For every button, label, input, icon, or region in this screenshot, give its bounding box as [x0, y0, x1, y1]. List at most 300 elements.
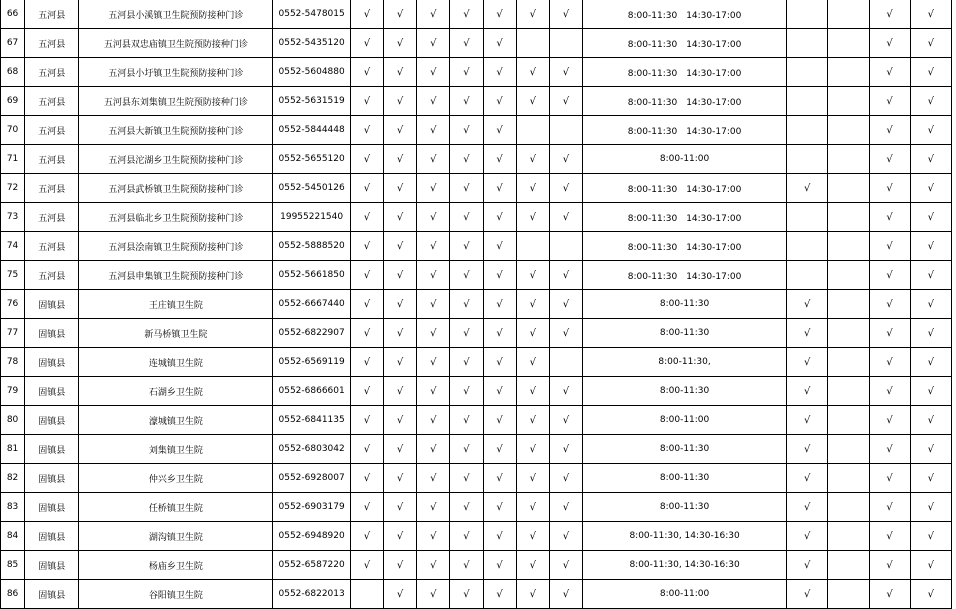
clinic-name-cell: 五河县大新镇卫生院预防接种门诊 — [79, 116, 273, 145]
table-row — [1, 29, 952, 58]
county-cell: 固镇县 — [25, 435, 79, 464]
service-check-cell: √ — [350, 464, 383, 493]
county-cell: 五河县 — [25, 145, 79, 174]
service-hours-cell: 8:00-11:30, 14:30-16:30 — [583, 551, 787, 580]
service-check-cell: √ — [450, 522, 483, 551]
extra-check-cell: √ — [910, 493, 951, 522]
service-check-cell: √ — [549, 0, 582, 29]
service-check-cell: √ — [549, 435, 582, 464]
phone-cell: 0552-5478015 — [273, 0, 350, 29]
service-check-cell: √ — [516, 435, 549, 464]
service-check-cell: √ — [549, 522, 582, 551]
extra-check-cell — [828, 464, 869, 493]
row-number: 72 — [1, 174, 25, 203]
county-cell: 固镇县 — [25, 377, 79, 406]
service-check-cell: √ — [384, 261, 417, 290]
row-number: 70 — [1, 116, 25, 145]
service-check-cell: √ — [384, 551, 417, 580]
service-check-cell: √ — [417, 319, 450, 348]
row-number: 76 — [1, 290, 25, 319]
service-check-cell: √ — [450, 580, 483, 609]
table-row — [1, 87, 952, 116]
service-check-cell: √ — [350, 145, 383, 174]
extra-check-cell: √ — [787, 348, 828, 377]
extra-check-cell — [828, 290, 869, 319]
county-cell: 固镇县 — [25, 580, 79, 609]
extra-check-cell — [828, 319, 869, 348]
service-check-cell: √ — [350, 0, 383, 29]
service-check-cell: √ — [450, 551, 483, 580]
extra-check-cell: √ — [869, 261, 910, 290]
clinic-name-cell: 五河县临北乡卫生院预防接种门诊 — [79, 203, 273, 232]
extra-check-cell: √ — [910, 174, 951, 203]
service-hours-cell: 8:00-11:30 14:30-17:00 — [583, 58, 787, 87]
service-check-cell: √ — [483, 58, 516, 87]
service-check-cell: √ — [450, 232, 483, 261]
phone-cell: 19955221540 — [273, 203, 350, 232]
service-check-cell: √ — [450, 174, 483, 203]
service-check-cell: √ — [450, 145, 483, 174]
table-row — [1, 145, 952, 174]
extra-check-cell: √ — [869, 464, 910, 493]
extra-check-cell: √ — [787, 319, 828, 348]
service-check-cell: √ — [549, 319, 582, 348]
service-check-cell: √ — [417, 261, 450, 290]
extra-check-cell — [828, 29, 869, 58]
extra-check-cell: √ — [869, 580, 910, 609]
row-number: 81 — [1, 435, 25, 464]
service-hours-cell: 8:00-11:30 14:30-17:00 — [583, 116, 787, 145]
service-check-cell: √ — [384, 377, 417, 406]
service-check-cell: √ — [450, 0, 483, 29]
service-hours-cell: 8:00-11:30, — [583, 348, 787, 377]
service-check-cell — [516, 232, 549, 261]
row-number: 85 — [1, 551, 25, 580]
service-check-cell: √ — [417, 522, 450, 551]
row-number: 71 — [1, 145, 25, 174]
service-check-cell: √ — [417, 58, 450, 87]
extra-check-cell — [828, 493, 869, 522]
extra-check-cell: √ — [869, 174, 910, 203]
service-check-cell: √ — [350, 58, 383, 87]
service-check-cell: √ — [549, 290, 582, 319]
row-number: 73 — [1, 203, 25, 232]
service-check-cell: √ — [384, 406, 417, 435]
county-cell: 五河县 — [25, 174, 79, 203]
extra-check-cell — [787, 0, 828, 29]
service-check-cell: √ — [350, 319, 383, 348]
service-check-cell: √ — [483, 261, 516, 290]
service-check-cell: √ — [483, 551, 516, 580]
service-check-cell: √ — [450, 261, 483, 290]
county-cell: 五河县 — [25, 58, 79, 87]
service-check-cell: √ — [417, 377, 450, 406]
extra-check-cell: √ — [910, 58, 951, 87]
service-check-cell: √ — [350, 435, 383, 464]
extra-check-cell: √ — [910, 522, 951, 551]
service-check-cell: √ — [483, 145, 516, 174]
service-hours-cell: 8:00-11:30 — [583, 435, 787, 464]
clinic-name-cell: 五河县申集镇卫生院预防接种门诊 — [79, 261, 273, 290]
extra-check-cell — [828, 406, 869, 435]
service-check-cell: √ — [417, 493, 450, 522]
service-check-cell: √ — [384, 87, 417, 116]
service-check-cell: √ — [384, 203, 417, 232]
row-number: 68 — [1, 58, 25, 87]
phone-cell: 0552-6667440 — [273, 290, 350, 319]
extra-check-cell: √ — [787, 522, 828, 551]
extra-check-cell: √ — [869, 145, 910, 174]
service-check-cell: √ — [350, 203, 383, 232]
service-check-cell: √ — [483, 406, 516, 435]
service-check-cell: √ — [384, 319, 417, 348]
service-check-cell: √ — [384, 290, 417, 319]
service-check-cell: √ — [450, 377, 483, 406]
service-check-cell: √ — [516, 87, 549, 116]
extra-check-cell: √ — [869, 435, 910, 464]
service-check-cell: √ — [417, 348, 450, 377]
service-check-cell: √ — [417, 203, 450, 232]
service-check-cell: √ — [417, 29, 450, 58]
clinic-name-cell: 仲兴乡卫生院 — [79, 464, 273, 493]
clinic-name-cell: 五河县小圩镇卫生院预防接种门诊 — [79, 58, 273, 87]
extra-check-cell: √ — [910, 580, 951, 609]
extra-check-cell: √ — [787, 174, 828, 203]
extra-check-cell — [787, 29, 828, 58]
service-check-cell: √ — [483, 29, 516, 58]
extra-check-cell — [787, 116, 828, 145]
service-check-cell: √ — [384, 348, 417, 377]
service-check-cell: √ — [417, 174, 450, 203]
service-check-cell: √ — [516, 290, 549, 319]
clinic-name-cell: 连城镇卫生院 — [79, 348, 273, 377]
service-hours-cell: 8:00-11:30 — [583, 464, 787, 493]
clinic-name-cell: 五河县双忠庙镇卫生院预防接种门诊 — [79, 29, 273, 58]
extra-check-cell — [828, 522, 869, 551]
service-hours-cell: 8:00-11:30 14:30-17:00 — [583, 174, 787, 203]
table-row — [1, 116, 952, 145]
table-row — [1, 377, 952, 406]
service-check-cell: √ — [417, 0, 450, 29]
service-check-cell: √ — [450, 58, 483, 87]
phone-cell: 0552-5655120 — [273, 145, 350, 174]
extra-check-cell: √ — [910, 29, 951, 58]
service-check-cell: √ — [483, 493, 516, 522]
row-number: 74 — [1, 232, 25, 261]
service-check-cell: √ — [384, 232, 417, 261]
extra-check-cell: √ — [787, 290, 828, 319]
service-check-cell: √ — [417, 87, 450, 116]
extra-check-cell: √ — [787, 493, 828, 522]
extra-check-cell: √ — [869, 232, 910, 261]
service-check-cell: √ — [483, 377, 516, 406]
service-check-cell: √ — [450, 435, 483, 464]
extra-check-cell: √ — [910, 348, 951, 377]
clinic-name-cell: 湖沟镇卫生院 — [79, 522, 273, 551]
extra-check-cell: √ — [869, 551, 910, 580]
phone-cell: 0552-5604880 — [273, 58, 350, 87]
extra-check-cell: √ — [869, 29, 910, 58]
service-check-cell: √ — [549, 203, 582, 232]
service-check-cell: √ — [516, 319, 549, 348]
extra-check-cell: √ — [910, 319, 951, 348]
phone-cell: 0552-6866601 — [273, 377, 350, 406]
clinic-name-cell: 五河县浍南镇卫生院预防接种门诊 — [79, 232, 273, 261]
phone-cell: 0552-6569119 — [273, 348, 350, 377]
service-check-cell: √ — [483, 232, 516, 261]
service-hours-cell: 8:00-11:30 — [583, 319, 787, 348]
phone-cell: 0552-5661850 — [273, 261, 350, 290]
phone-cell: 0552-5450126 — [273, 174, 350, 203]
extra-check-cell: √ — [910, 232, 951, 261]
extra-check-cell: √ — [869, 377, 910, 406]
service-hours-cell: 8:00-11:00 — [583, 406, 787, 435]
service-check-cell — [549, 348, 582, 377]
extra-check-cell — [828, 435, 869, 464]
service-check-cell: √ — [384, 522, 417, 551]
row-number: 86 — [1, 580, 25, 609]
service-check-cell: √ — [483, 580, 516, 609]
service-check-cell: √ — [516, 145, 549, 174]
service-check-cell: √ — [450, 319, 483, 348]
extra-check-cell: √ — [910, 464, 951, 493]
table-row — [1, 203, 952, 232]
county-cell: 固镇县 — [25, 551, 79, 580]
county-cell: 五河县 — [25, 261, 79, 290]
table-row — [1, 435, 952, 464]
extra-check-cell: √ — [787, 435, 828, 464]
extra-check-cell — [787, 58, 828, 87]
service-check-cell: √ — [384, 493, 417, 522]
service-check-cell — [549, 232, 582, 261]
county-cell: 固镇县 — [25, 493, 79, 522]
extra-check-cell: √ — [910, 145, 951, 174]
table-row — [1, 0, 952, 29]
county-cell: 五河县 — [25, 203, 79, 232]
clinic-name-cell: 五河县武桥镇卫生院预防接种门诊 — [79, 174, 273, 203]
row-number: 78 — [1, 348, 25, 377]
clinic-name-cell: 杨庙乡卫生院 — [79, 551, 273, 580]
service-hours-cell: 8:00-11:30 14:30-17:00 — [583, 0, 787, 29]
extra-check-cell — [828, 0, 869, 29]
service-check-cell: √ — [417, 551, 450, 580]
service-check-cell: √ — [450, 87, 483, 116]
extra-check-cell — [828, 174, 869, 203]
table-row — [1, 493, 952, 522]
phone-cell: 0552-6841135 — [273, 406, 350, 435]
extra-check-cell: √ — [869, 319, 910, 348]
table-row — [1, 174, 952, 203]
extra-check-cell — [828, 551, 869, 580]
table-row — [1, 58, 952, 87]
service-check-cell: √ — [384, 580, 417, 609]
service-check-cell: √ — [450, 203, 483, 232]
county-cell: 固镇县 — [25, 522, 79, 551]
service-hours-cell: 8:00-11:00 — [583, 580, 787, 609]
row-number: 79 — [1, 377, 25, 406]
service-check-cell: √ — [483, 319, 516, 348]
service-hours-cell: 8:00-11:30 — [583, 377, 787, 406]
county-cell: 固镇县 — [25, 406, 79, 435]
service-hours-cell: 8:00-11:30 14:30-17:00 — [583, 261, 787, 290]
clinic-name-cell: 五河县小溪镇卫生院预防接种门诊 — [79, 0, 273, 29]
service-hours-cell: 8:00-11:30 — [583, 493, 787, 522]
extra-check-cell: √ — [787, 551, 828, 580]
service-check-cell: √ — [350, 348, 383, 377]
service-check-cell: √ — [483, 435, 516, 464]
extra-check-cell: √ — [910, 435, 951, 464]
service-hours-cell: 8:00-11:30 14:30-17:00 — [583, 29, 787, 58]
service-check-cell: √ — [450, 290, 483, 319]
row-number: 82 — [1, 464, 25, 493]
service-check-cell: √ — [483, 203, 516, 232]
service-check-cell: √ — [417, 232, 450, 261]
table-row — [1, 319, 952, 348]
extra-check-cell: √ — [910, 0, 951, 29]
service-check-cell: √ — [384, 435, 417, 464]
clinic-name-cell: 石湖乡卫生院 — [79, 377, 273, 406]
clinic-name-cell: 任桥镇卫生院 — [79, 493, 273, 522]
extra-check-cell: √ — [869, 203, 910, 232]
extra-check-cell: √ — [787, 377, 828, 406]
extra-check-cell — [828, 203, 869, 232]
service-check-cell: √ — [516, 522, 549, 551]
county-cell: 五河县 — [25, 0, 79, 29]
service-check-cell: √ — [483, 0, 516, 29]
extra-check-cell — [828, 58, 869, 87]
extra-check-cell: √ — [869, 87, 910, 116]
service-check-cell: √ — [417, 464, 450, 493]
extra-check-cell: √ — [787, 580, 828, 609]
extra-check-cell: √ — [869, 493, 910, 522]
service-check-cell: √ — [450, 116, 483, 145]
service-check-cell: √ — [384, 174, 417, 203]
service-check-cell: √ — [549, 493, 582, 522]
service-check-cell: √ — [384, 464, 417, 493]
table-row — [1, 348, 952, 377]
extra-check-cell: √ — [910, 551, 951, 580]
service-check-cell: √ — [417, 290, 450, 319]
service-check-cell: √ — [350, 261, 383, 290]
row-number: 84 — [1, 522, 25, 551]
extra-check-cell: √ — [910, 203, 951, 232]
service-check-cell: √ — [516, 174, 549, 203]
service-check-cell: √ — [350, 174, 383, 203]
extra-check-cell: √ — [787, 464, 828, 493]
phone-cell: 0552-5844448 — [273, 116, 350, 145]
service-check-cell: √ — [350, 493, 383, 522]
extra-check-cell: √ — [869, 0, 910, 29]
extra-check-cell: √ — [869, 290, 910, 319]
extra-check-cell: √ — [910, 116, 951, 145]
service-check-cell — [516, 29, 549, 58]
service-check-cell: √ — [384, 145, 417, 174]
county-cell: 固镇县 — [25, 319, 79, 348]
service-check-cell: √ — [350, 290, 383, 319]
service-check-cell: √ — [350, 232, 383, 261]
row-number: 67 — [1, 29, 25, 58]
service-check-cell: √ — [549, 406, 582, 435]
extra-check-cell — [828, 348, 869, 377]
service-check-cell: √ — [516, 58, 549, 87]
service-hours-cell: 8:00-11:30, 14:30-16:30 — [583, 522, 787, 551]
row-number: 75 — [1, 261, 25, 290]
extra-check-cell — [787, 87, 828, 116]
phone-cell: 0552-6587220 — [273, 551, 350, 580]
service-check-cell: √ — [417, 406, 450, 435]
table-row — [1, 522, 952, 551]
extra-check-cell — [787, 145, 828, 174]
phone-cell: 0552-6928007 — [273, 464, 350, 493]
row-number: 83 — [1, 493, 25, 522]
clinic-name-cell: 五河县沱湖乡卫生院预防接种门诊 — [79, 145, 273, 174]
service-check-cell: √ — [483, 174, 516, 203]
service-hours-cell: 8:00-11:30 — [583, 290, 787, 319]
service-check-cell: √ — [549, 377, 582, 406]
service-check-cell: √ — [549, 87, 582, 116]
extra-check-cell — [787, 232, 828, 261]
phone-cell: 0552-6822907 — [273, 319, 350, 348]
service-check-cell: √ — [516, 464, 549, 493]
service-check-cell: √ — [350, 406, 383, 435]
clinic-name-cell: 五河县东刘集镇卫生院预防接种门诊 — [79, 87, 273, 116]
table-body — [1, 0, 952, 609]
service-hours-cell: 8:00-11:30 14:30-17:00 — [583, 232, 787, 261]
extra-check-cell — [828, 232, 869, 261]
service-check-cell: √ — [350, 29, 383, 58]
service-check-cell: √ — [516, 377, 549, 406]
extra-check-cell: √ — [910, 261, 951, 290]
service-check-cell: √ — [549, 551, 582, 580]
extra-check-cell: √ — [869, 522, 910, 551]
table-row — [1, 232, 952, 261]
service-check-cell — [549, 29, 582, 58]
table-row — [1, 406, 952, 435]
table-row — [1, 551, 952, 580]
phone-cell: 0552-6903179 — [273, 493, 350, 522]
service-check-cell — [350, 580, 383, 609]
table-row — [1, 580, 952, 609]
county-cell: 五河县 — [25, 29, 79, 58]
service-check-cell: √ — [450, 406, 483, 435]
table-row — [1, 261, 952, 290]
service-check-cell: √ — [516, 406, 549, 435]
row-number: 77 — [1, 319, 25, 348]
service-check-cell: √ — [483, 464, 516, 493]
row-number: 69 — [1, 87, 25, 116]
service-check-cell: √ — [483, 87, 516, 116]
service-check-cell: √ — [450, 29, 483, 58]
service-check-cell: √ — [350, 377, 383, 406]
extra-check-cell: √ — [869, 116, 910, 145]
service-check-cell: √ — [384, 58, 417, 87]
service-check-cell: √ — [483, 290, 516, 319]
clinic-name-cell: 王庄镇卫生院 — [79, 290, 273, 319]
service-check-cell: √ — [516, 348, 549, 377]
table-row — [1, 290, 952, 319]
phone-cell: 0552-6822013 — [273, 580, 350, 609]
county-cell: 固镇县 — [25, 290, 79, 319]
clinic-name-cell: 刘集镇卫生院 — [79, 435, 273, 464]
service-check-cell — [549, 116, 582, 145]
clinic-name-cell: 新马桥镇卫生院 — [79, 319, 273, 348]
extra-check-cell: √ — [910, 406, 951, 435]
service-check-cell: √ — [450, 348, 483, 377]
service-check-cell: √ — [549, 174, 582, 203]
extra-check-cell — [828, 145, 869, 174]
extra-check-cell: √ — [869, 406, 910, 435]
clinic-name-cell: 濠城镇卫生院 — [79, 406, 273, 435]
